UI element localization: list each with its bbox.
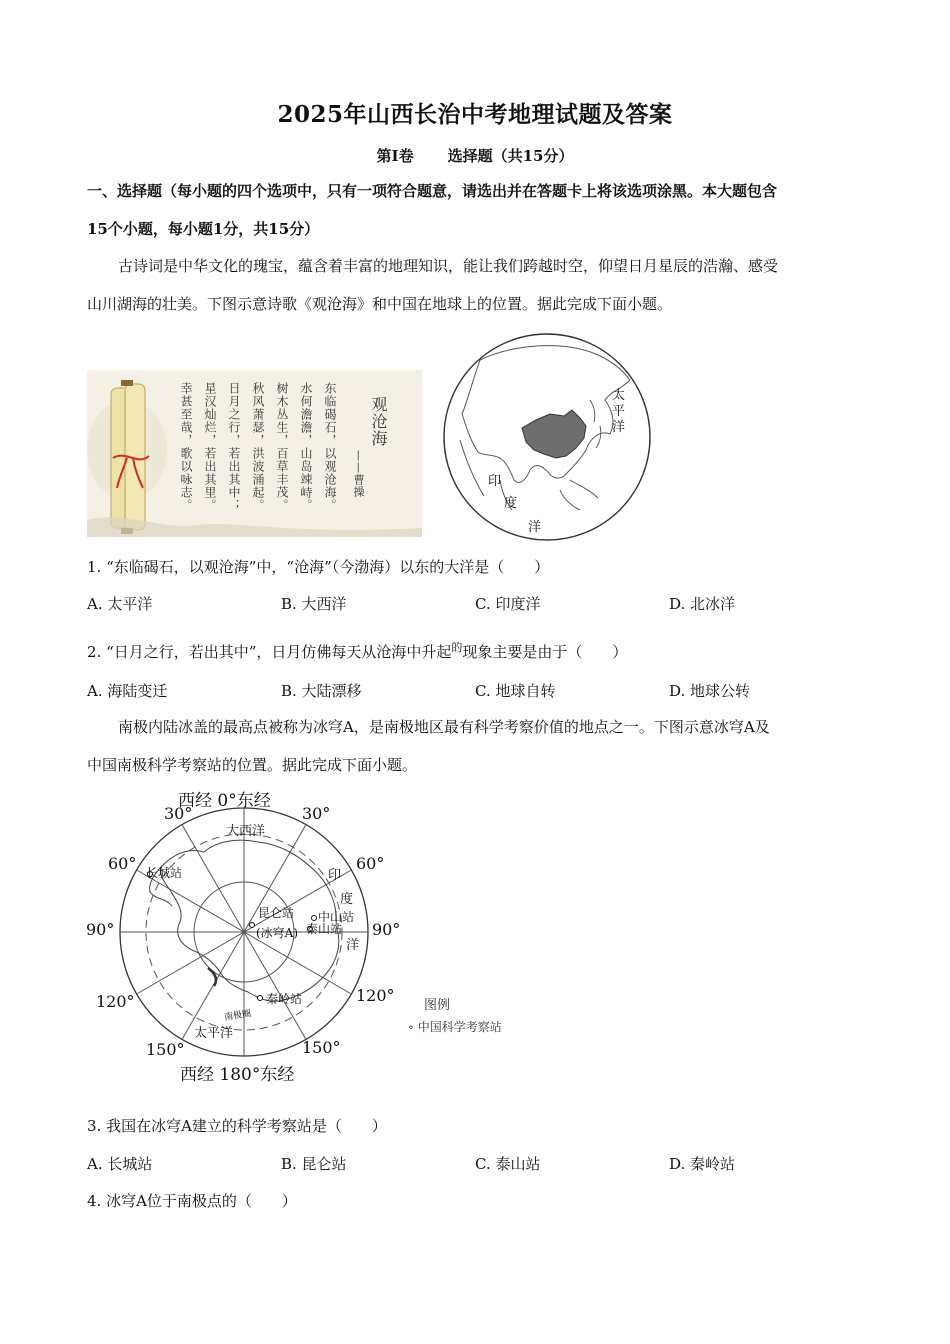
- legend-item-label: 中国科学考察站: [417, 1020, 502, 1034]
- question-2-option-b[interactable]: B. 大陆漂移: [281, 682, 362, 700]
- section-name: 选择题（共15分）: [447, 147, 574, 165]
- station-marker-icon: ∘: [408, 1020, 418, 1034]
- map-label-indian-3: 洋: [346, 938, 360, 953]
- poem-column: 东临碣石，以观沧海。: [323, 382, 337, 512]
- map-deg-150-left: 150°: [146, 1040, 185, 1059]
- question-1-option-b[interactable]: B. 大西洋: [281, 595, 347, 613]
- question-2-option-a[interactable]: A. 海陆变迁: [87, 682, 168, 700]
- map-label-atlantic: 大西洋: [226, 824, 266, 839]
- map-label-domeA: (冰穹A): [256, 926, 299, 940]
- map-label-indian-2: 度: [340, 892, 354, 907]
- globe-map: [440, 330, 655, 545]
- poem-column: 水何澹澹，山岛竦峙。: [299, 382, 313, 512]
- map-label-taishan: 泰山站: [306, 922, 343, 936]
- globe-label-indian-3: 洋: [528, 520, 542, 535]
- poem-column: 日月之行，若出其中；: [227, 382, 241, 512]
- map-deg-120-right: 120°: [356, 986, 395, 1005]
- passage-2-line-2: 中国南极科学考察站的位置。据此完成下面小题。: [87, 756, 418, 774]
- map-label-indian-1: 印: [328, 868, 342, 883]
- poem-figure: [87, 370, 422, 537]
- poem-column: 树木丛生，百草丰茂。: [275, 382, 289, 512]
- legend-title: 图例: [424, 998, 451, 1013]
- question-2-stem: [87, 639, 627, 662]
- passage-1-line-1: 古诗词是中华文化的瑰宝，蕴含着丰富的地理知识，能让我们跨越时空，仰望日月星辰的浩瀚、感受: [118, 257, 779, 275]
- instruction-line-2: 15个小题，每小题1分，共15分）: [87, 220, 320, 238]
- globe-figure: [440, 330, 655, 545]
- map-label-zhongshan: 中山站: [318, 910, 355, 924]
- map-label-qinling: 秦岭站: [266, 992, 303, 1006]
- poem-column: 幸甚至哉，歌以咏志。: [179, 382, 193, 512]
- question-2-option-c[interactable]: C. 地球自转: [475, 682, 556, 700]
- antarctic-map-figure: [80, 782, 420, 1085]
- question-3-option-c[interactable]: C. 泰山站: [475, 1155, 541, 1173]
- map-deg-90-left: 90°: [86, 920, 115, 939]
- section-part: 第Ⅰ卷: [376, 147, 414, 165]
- page-title: 2025年山西长治中考地理试题及答案: [277, 101, 673, 128]
- map-deg-150-right: 150°: [302, 1038, 341, 1057]
- map-label-changcheng: 长城站: [146, 866, 183, 880]
- passage-1-line-2: 山川湖海的壮美。下图示意诗歌《观沧海》和中国在地球上的位置。据此完成下面小题。: [87, 295, 673, 313]
- passage-2-line-1: 南极内陆冰盖的最高点被称为冰穹A，是南极地区最有科学考察价值的地点之一。下图示意冰穹A及: [118, 718, 770, 736]
- question-3-stem: 3. 我国在冰穹A建立的科学考察站是（ ）: [87, 1117, 387, 1135]
- map-deg-90-right: 90°: [372, 920, 401, 939]
- map-label-antarctic-circle: 南极圈: [223, 1009, 252, 1023]
- poem-column: 秋风萧瑟，洪波涌起。: [251, 382, 265, 512]
- section-heading: [0, 145, 950, 166]
- question-3-option-d[interactable]: D. 秦岭站: [669, 1155, 736, 1173]
- globe-label-indian-1: 印: [488, 474, 502, 489]
- question-1-option-d[interactable]: D. 北冰洋: [669, 595, 736, 613]
- globe-label-indian-2: 度: [504, 496, 518, 511]
- map-deg-30-right: 30°: [302, 804, 331, 823]
- question-2-superscript: 的: [451, 641, 463, 654]
- question-4-stem: 4. 冰穹A位于南极点的（ ）: [87, 1192, 297, 1210]
- question-1-option-c[interactable]: C. 印度洋: [475, 595, 541, 613]
- question-2-stem-start: 2. “日月之行，若出其中”，日月仿佛每天从沧海中升起: [87, 643, 452, 661]
- map-deg-30-left: 30°: [164, 804, 193, 823]
- question-2-stem-end: 现象主要是由于（ ）: [462, 643, 628, 661]
- question-1-option-a[interactable]: A. 太平洋: [87, 595, 153, 613]
- map-label-kunlun: 昆仑站: [258, 906, 295, 920]
- map-deg-120-left: 120°: [96, 992, 135, 1011]
- poem-title: 观沧海: [369, 396, 388, 447]
- poem-author: ——曹操: [352, 450, 365, 498]
- legend-item: [408, 1018, 502, 1035]
- map-deg-60-right: 60°: [356, 854, 385, 873]
- question-3-option-b[interactable]: B. 昆仑站: [281, 1155, 347, 1173]
- map-deg-60-left: 60°: [108, 854, 137, 873]
- map-top-label: 西经 0°东经: [178, 791, 271, 811]
- question-2-option-d[interactable]: D. 地球公转: [669, 682, 751, 700]
- instruction-line-1: 一、选择题（每小题的四个选项中，只有一项符合题意，请选出并在答题卡上将该选项涂黑。本大题包含: [87, 182, 778, 200]
- poem-column: 星汉灿烂，若出其里。: [203, 382, 217, 512]
- map-bottom-label: 西经 180°东经: [180, 1065, 295, 1085]
- question-3-option-a[interactable]: A. 长城站: [87, 1155, 153, 1173]
- globe-label-pacific: 太平洋: [612, 388, 626, 435]
- map-label-pacific: 太平洋: [194, 1026, 234, 1041]
- question-1-stem: 1. “东临碣石，以观沧海”中，“沧海”（今渤海）以东的大洋是（ ）: [87, 558, 550, 576]
